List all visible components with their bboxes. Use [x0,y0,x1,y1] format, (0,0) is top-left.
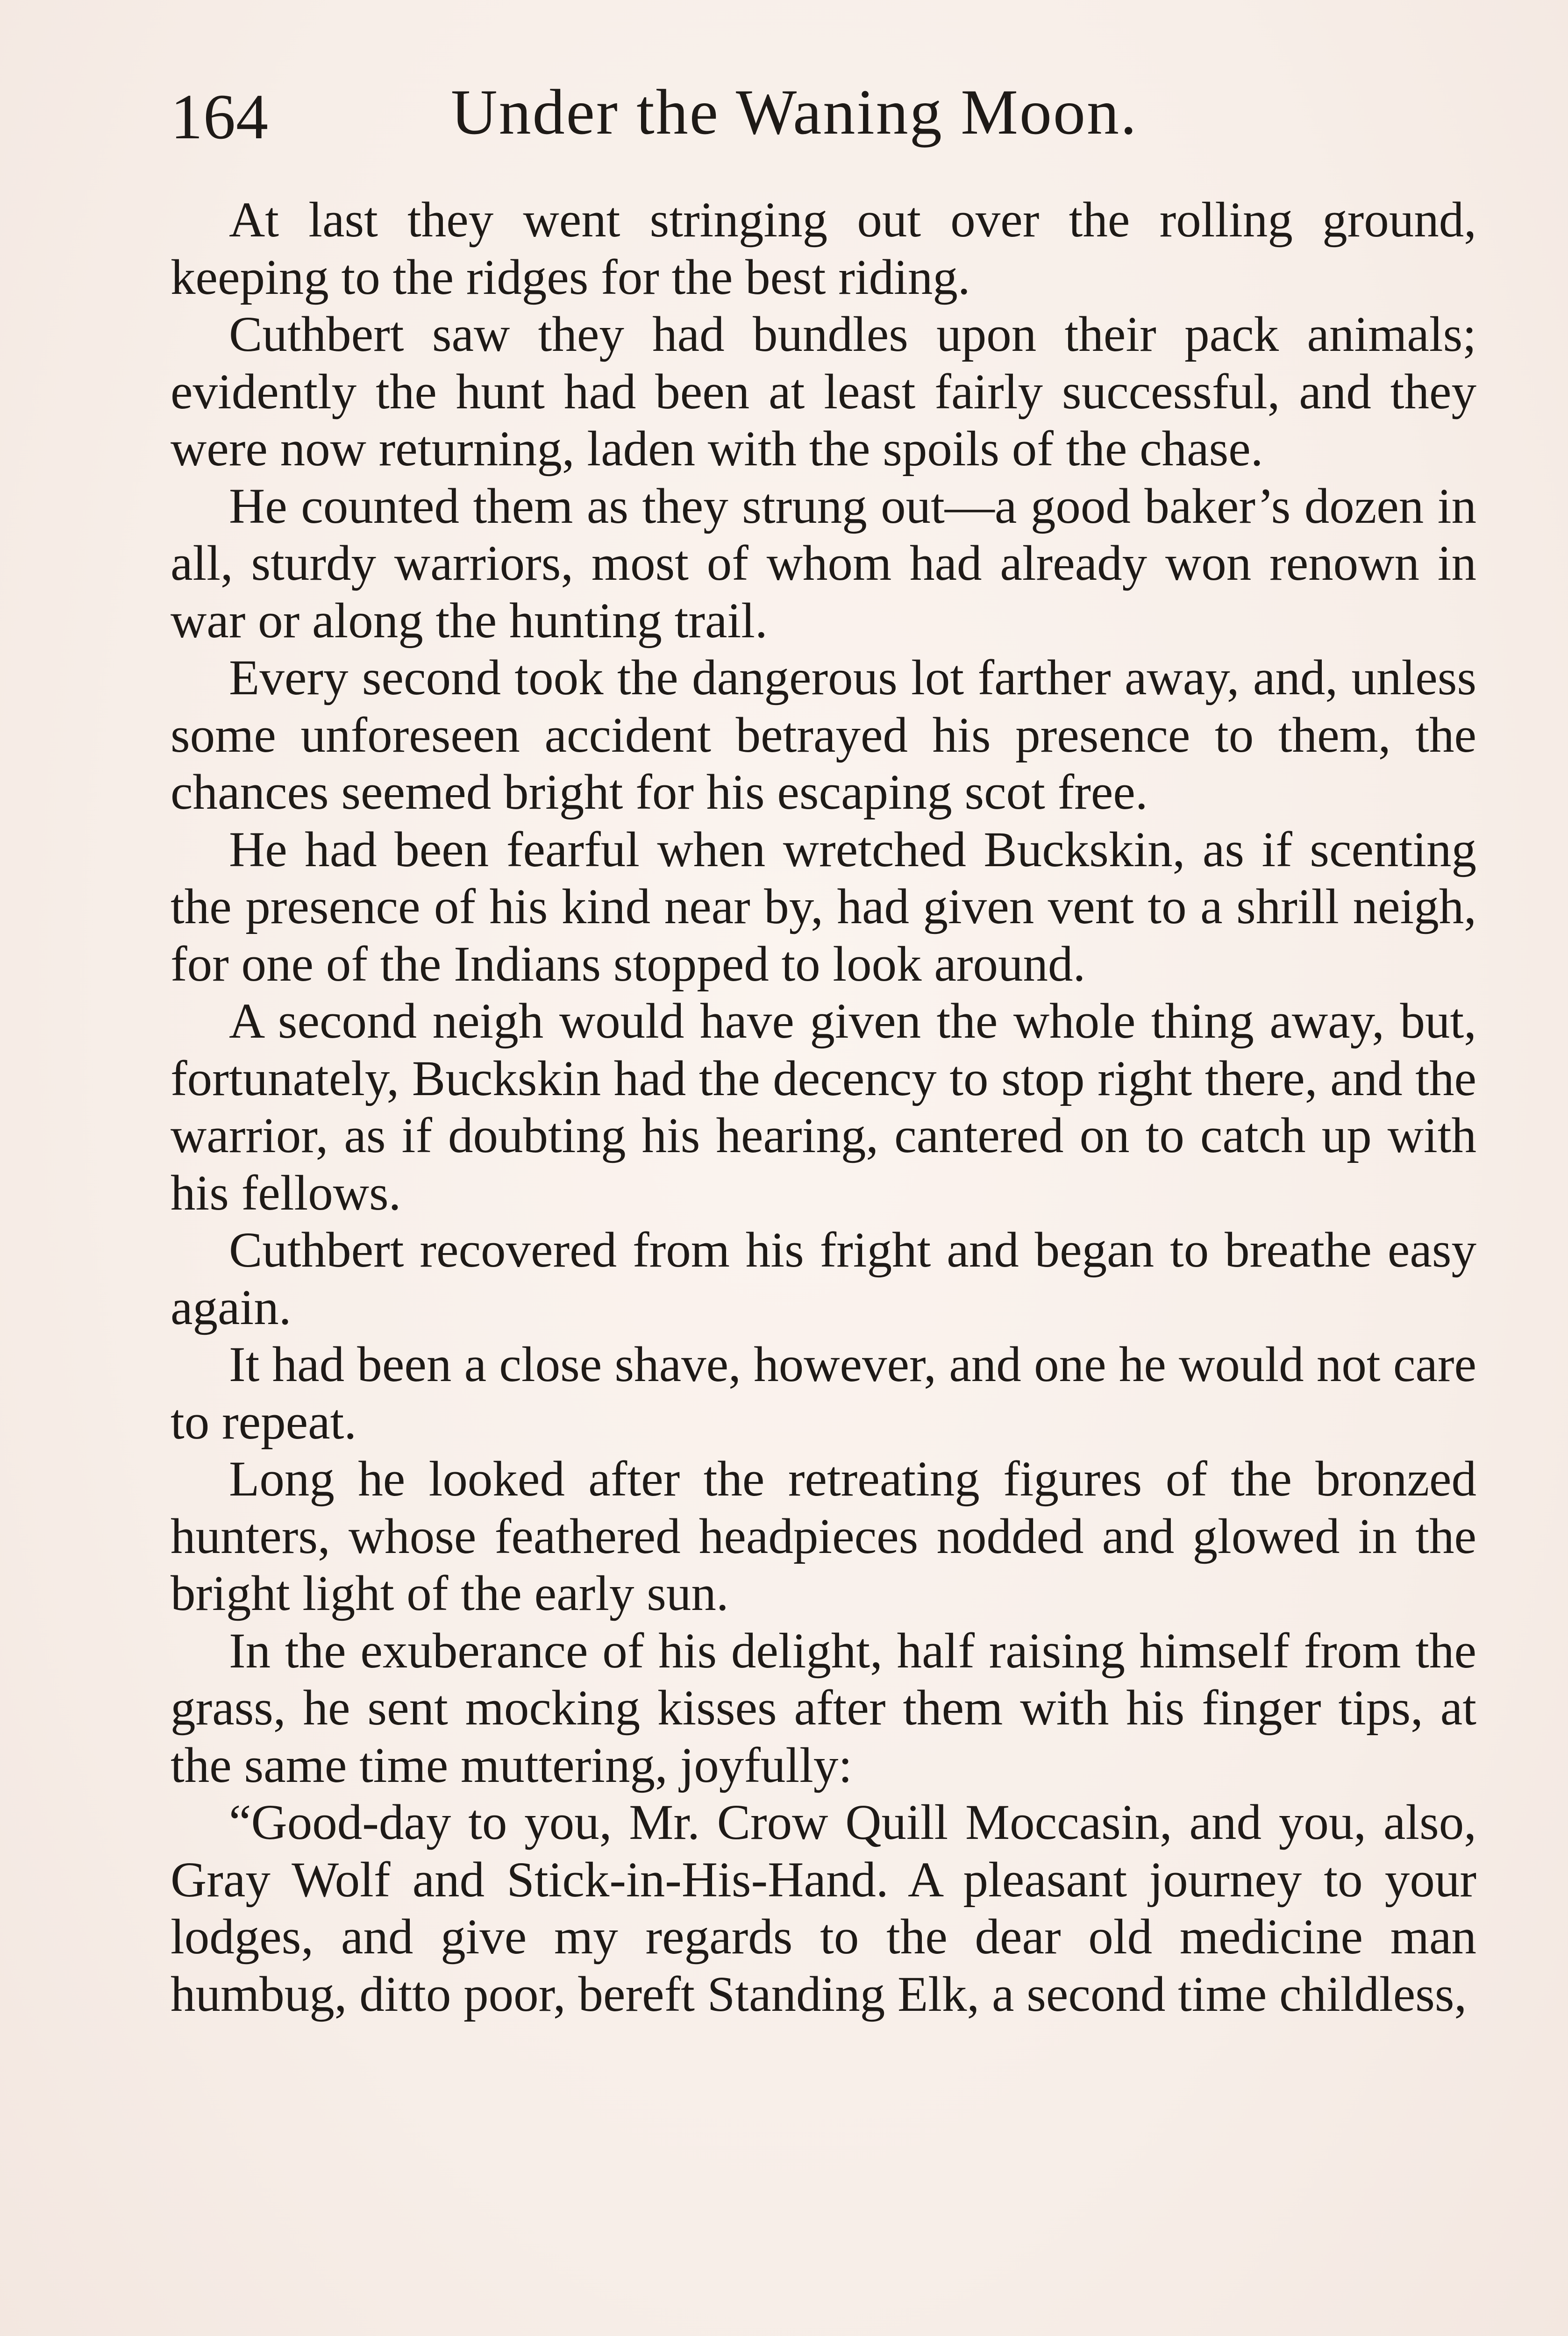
body-text [171,192,1476,2023]
paragraph: Cuthbert recovered from his fright and began to breathe easy again. [171,1223,1476,1335]
paragraph: Cuthbert saw they had bundles upon their pack animals; evidently the hunt had been at least fairly successful, and they were now returning, laden with the spoils of the chase. [171,307,1476,477]
running-title: Under the Waning Moon. [451,76,1138,148]
page-header [171,77,1376,157]
paragraph: He counted them as they strung out—a good baker’s dozen in all, sturdy warriors, most of whom had already won renown in war or along the hunting trail. [171,478,1476,648]
paragraph: At last they went stringing out over the rolling ground, keeping to the ridges for the best riding. [171,192,1476,305]
paragraph: It had been a close shave, however, and one he would not care to repeat. [171,1337,1476,1450]
paragraph: A second neigh would have given the whole thing away, but, fortunately, Buckskin had the decency to stop right there, and the warrior, as if doubting his hearing, cantered on to catch up with his fellows. [171,994,1476,1221]
paragraph: Every second took the dangerous lot farther away, and, unless some unforeseen accident betrayed his presence to them, the chances seemed bright for his escaping scot free. [171,650,1476,820]
paragraph: “Good-day to you, Mr. Crow Quill Moccasin, and you, also, Gray Wolf and Stick-in-His-Hand. A pleasant journey to your lodges, and give my regards to the dear old medicine man humbug, ditto poor, bereft Standing Elk, a second time childless, [171,1795,1476,2022]
paragraph: Long he looked after the retreating figures of the bronzed hunters, whose feathered headpieces nodded and glowed in the bright light of the early sun. [171,1452,1476,1621]
paragraph: He had been fearful when wretched Buckskin, as if scenting the presence of his kind near by, had given vent to a shrill neigh, for one of the Indians stopped to look around. [171,822,1476,992]
page-number: 164 [171,81,269,152]
paragraph: In the exuberance of his delight, half raising himself from the grass, he sent mocking kisses after them with his finger tips, at the same time muttering, joyfully: [171,1623,1476,1793]
